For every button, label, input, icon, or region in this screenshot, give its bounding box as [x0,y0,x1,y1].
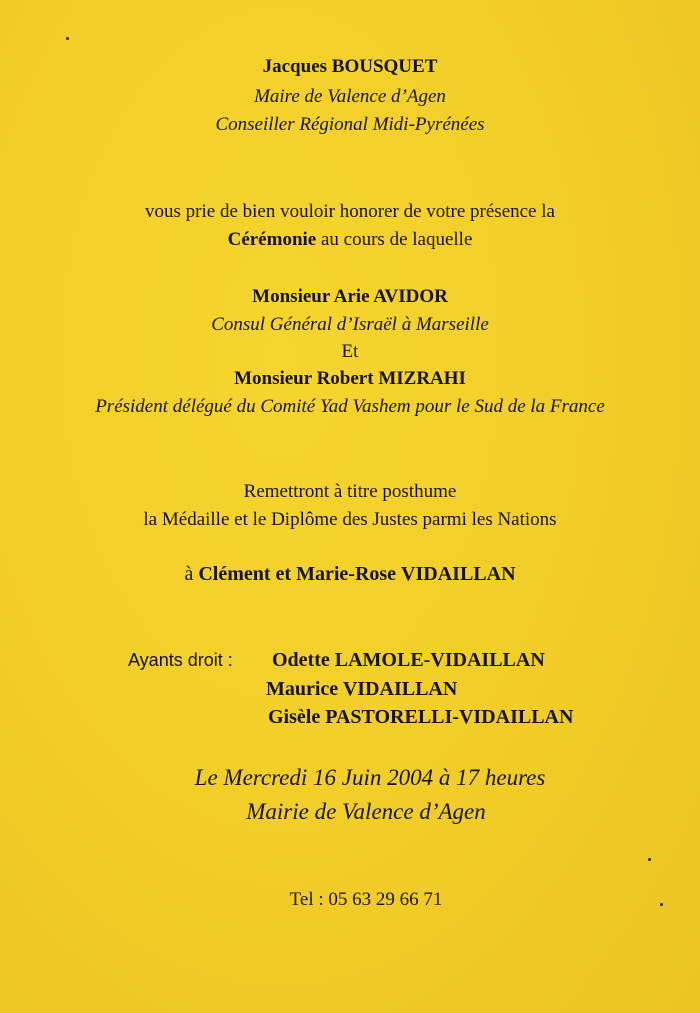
conjunction: Et [341,341,359,362]
ceremony-line: Cérémonie au cours de laquelle [227,229,473,250]
official-2-title: Président délégué du Comité Yad Vashem pour le Sud de la France [95,396,605,417]
host-title-mayor: Maire de Valence d’Agen [254,86,446,107]
official-1-title: Consul Général d’Israël à Marseille [211,314,489,335]
ceremony-word: Cérémonie [227,229,317,250]
host-title-councillor: Conseiller Régional Midi-Pyrénées [215,114,485,135]
award-line-2: la Médaille et le Diplôme des Justes parmi les Nations [143,509,557,530]
official-1-name: Monsieur Arie AVIDOR [252,286,448,307]
heirs-label: Ayants droit : [128,650,233,670]
official-2-name: Monsieur Robert MIZRAHI [234,368,466,389]
event-datetime: Le Mercredi 16 Juin 2004 à 17 heures [194,765,546,790]
paper-speck [648,858,651,861]
heir-3: Gisèle PASTORELLI-VIDAILLAN [268,706,574,728]
request-line: vous prie de bien vouloir honorer de votre présence la [145,201,555,222]
heir-1: Odette LAMOLE-VIDAILLAN [272,649,545,671]
recipients: à Clément et Marie-Rose VIDAILLAN [184,563,516,585]
event-location: Mairie de Valence d’Agen [246,799,486,824]
heir-2: Maurice VIDAILLAN [266,678,458,700]
host-name: Jacques BOUSQUET [262,56,438,77]
award-line-1: Remettront à titre posthume [243,481,457,502]
paper-speck [66,37,69,40]
phone-number: Tel : 05 63 29 66 71 [289,889,443,910]
